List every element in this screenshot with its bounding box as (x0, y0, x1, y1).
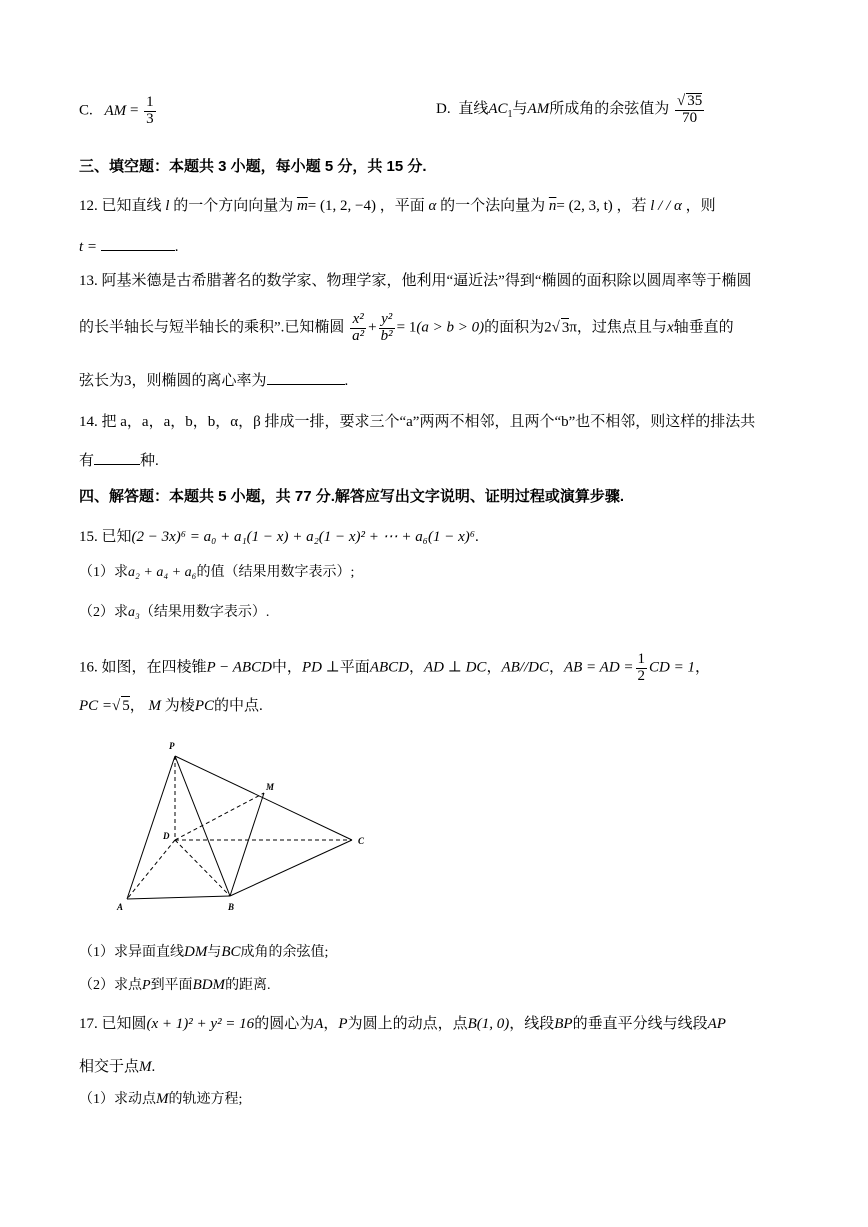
fraction-x2-over-a2: $\frac{\text{x²}}{\text{a²}}$ (352, 311, 365, 344)
edge-pc (175, 756, 352, 840)
question-15-part-2: （2）求a₃（结果用数字表示）. (79, 605, 270, 620)
question-13-line-1: 13. 阿基米德是古希腊著名的数学家、物理学家，他利用“逼近法”得到“椭圆的面积除以圆周率等于椭圆 (79, 273, 752, 289)
section-heading-solutions: 四、解答题：本题共 5 小题，共 77 分.解答应写出文字说明、证明过程或演算步骤. (79, 488, 625, 505)
segment-db (175, 840, 230, 896)
vertex-label-d: D (163, 831, 170, 841)
segment-bm (230, 793, 264, 896)
fraction-one-half: $\frac{1}{2}$ (637, 651, 646, 684)
fraction-one-third: $\frac{1}{3}$ (146, 94, 154, 127)
question-16-part-2: （2）求点P到平面BDM的距离. (79, 977, 271, 993)
question-17-line-1: 17. 已知圆(x + 1)² + y² = 16的圆心为A，P为圆上的动点，点B(1, 0)，线段BP的垂直平分线与线段AP (79, 1016, 726, 1032)
edge-da (127, 840, 175, 899)
vertex-label-b: B (228, 902, 235, 912)
question-16-line-2: PC =√ 5， M 为棱PC的中点. (79, 698, 263, 714)
question-14-line-2: 有 种. (79, 453, 159, 469)
question-15-part-1: （1）求a₂ + a₄ + a₆的值（结果用数字表示）; (79, 565, 355, 580)
question-16-line-1: 16. 如图，在四棱锥P − ABCD中，PD ⊥平面ABCD，AD ⊥ DC，AB//DC，AB = AD = $\frac{1}{2}$ CD = 1， (79, 651, 711, 684)
vertex-label-m: M (266, 782, 275, 792)
question-13-line-3: 弦长为3，则椭圆的离心率为 . (79, 373, 349, 389)
question-17-part-1: （1）求动点M的轨迹方程; (79, 1091, 243, 1107)
question-12-line-2: t = . (79, 239, 179, 255)
question-17-line-2: 相交于点M. (79, 1059, 156, 1075)
edge-bc (230, 840, 352, 896)
option-c: C. AM = $\frac{1}{3}$ (79, 94, 154, 127)
vertex-label-a: A (117, 902, 124, 912)
vertex-label-p: P (169, 741, 175, 751)
question-12-line-1: 12. 已知直线 l 的一个方向向量为 $\overline{m}= (1$, 2, −4) ，平面 α 的一个法向量为 $\overline{n}= (2$, 3, t) ，若 l / / α ，则 (79, 198, 716, 214)
option-d: D. 直线$AC_1$与AM所成角的余弦值为 $\frac{√ 35}{70}$ (436, 93, 703, 126)
question-16-part-1: （1）求异面直线DM与BC成角的余弦值; (79, 944, 329, 960)
vertex-label-c: C (358, 836, 365, 846)
question-14-line-1: 14. 把 a，a，a，b，b，α，β 排成一排，要求三个“a”两两不相邻，且两个“b”也不相邻，则这样的排法共 (79, 414, 756, 430)
section-heading-fill-in: 三、填空题：本题共 3 小题，每小题 5 分，共 15 分. (79, 158, 427, 175)
question-13-line-2: 的长半轴长与短半轴长的乘积”.已知椭圆 $\frac{\text{x²}}{\text{a²}}$ + $\frac{\text{y²}}{\text{b²}}$ = 1(a > b > 0)的面积为2√ 3π，过焦点且与x轴垂直的 (79, 311, 734, 344)
fraction-y2-over-b2: $\frac{\text{y²}}{\text{b²}}$ (380, 311, 393, 344)
fraction-sqrt35-over-70: $\frac{√ 35}{70}$ (676, 93, 703, 126)
edge-ab (127, 896, 230, 899)
edge-pa (127, 756, 175, 899)
question-15-stem: 15. 已知(2 − 3x)⁶ = a₀ + a₁(1 − x) + a₂(1 − x)² + ⋯ + a₆(1 − x)⁶. (79, 529, 479, 545)
